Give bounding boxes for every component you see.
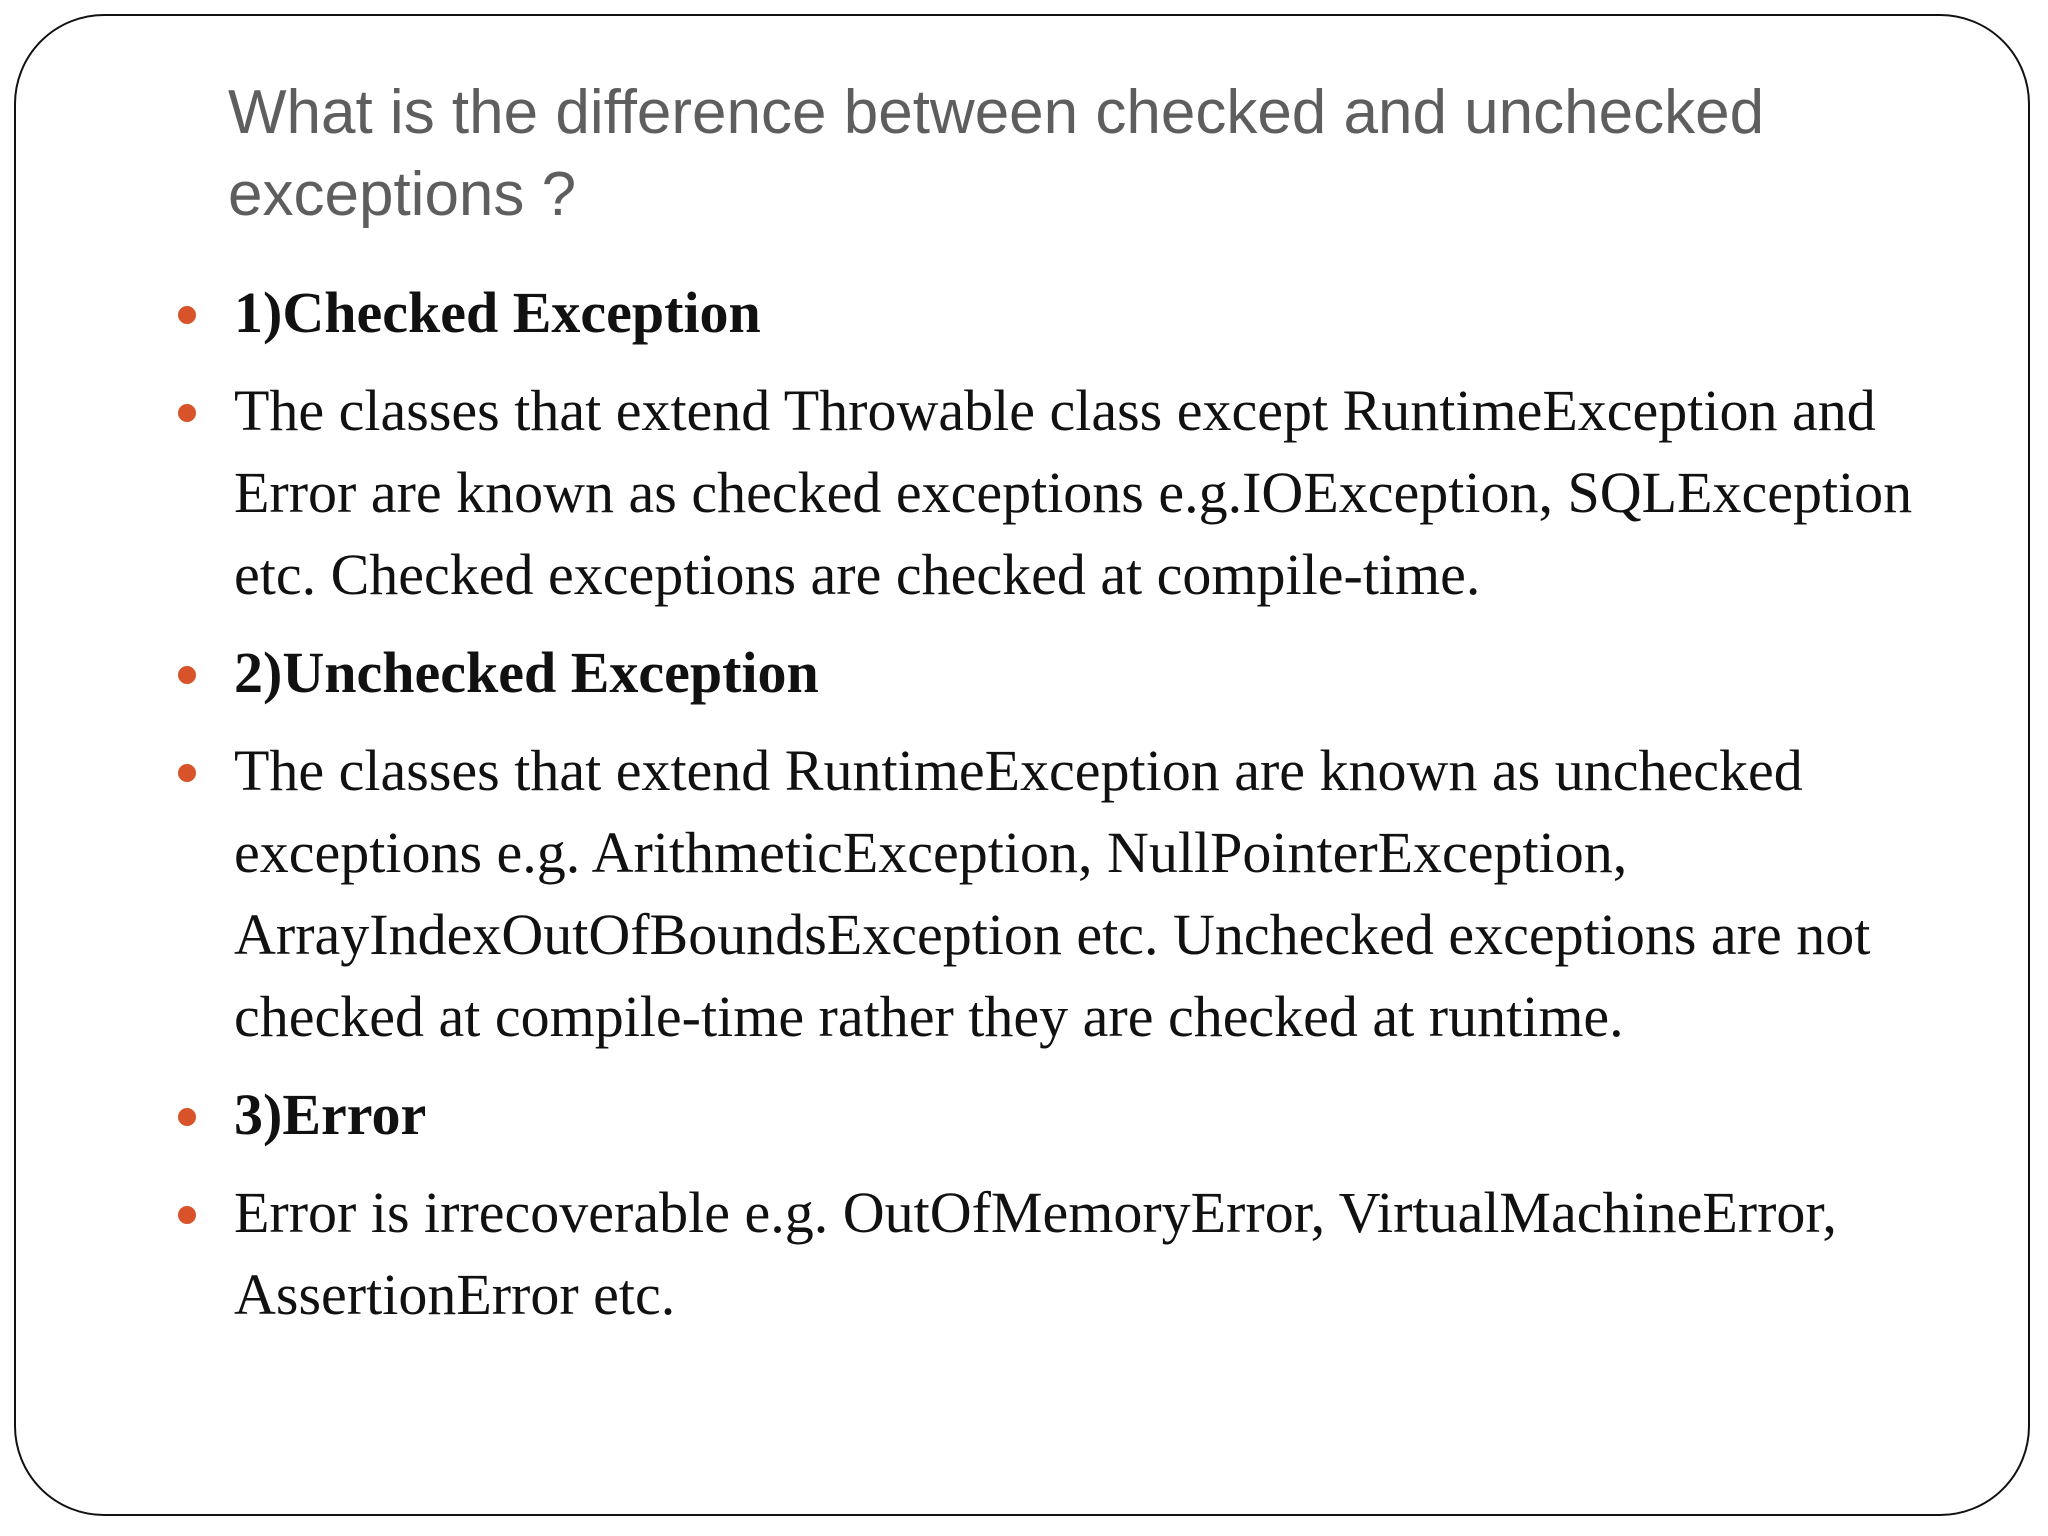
bullet-error-description <box>166 1172 1926 1336</box>
bullet-dot-icon <box>178 404 196 422</box>
bullet-dot-icon <box>178 666 196 684</box>
bullet-checked-description <box>166 370 1926 616</box>
bullet-text: 1)Checked Exception <box>234 280 761 345</box>
bullet-text: The classes that extend Throwable class except RuntimeException and Error are known as checked exceptions e.g.IOException, SQLException etc. Checked exceptions are checked at compile-time. <box>234 378 1913 607</box>
bullet-text: The classes that extend RuntimeException are known as unchecked exceptions e.g. ArithmeticException, NullPointerException, ArrayIndexOutOfBoundsException etc. Unchecked exceptions are not checked at compile-time rather they are checked at runtime. <box>234 738 1871 1049</box>
bullet-dot-icon <box>178 1108 196 1126</box>
bullet-heading-checked <box>166 272 1926 354</box>
bullet-text: Error is irrecoverable e.g. OutOfMemoryError, VirtualMachineError, AssertionError etc. <box>234 1180 1837 1327</box>
slide <box>14 14 2030 1516</box>
slide-title: What is the difference between checked and unchecked exceptions ? <box>228 78 1765 229</box>
bullet-heading-unchecked <box>166 632 1926 714</box>
bullet-text: 2)Unchecked Exception <box>234 640 819 705</box>
bullet-text: 3)Error <box>234 1082 427 1147</box>
bullet-dot-icon <box>178 306 196 324</box>
bullet-heading-error <box>166 1074 1926 1156</box>
bullet-list <box>166 272 1926 1352</box>
bullet-dot-icon <box>178 764 196 782</box>
bullet-unchecked-description <box>166 730 1926 1058</box>
bullet-dot-icon <box>178 1206 196 1224</box>
